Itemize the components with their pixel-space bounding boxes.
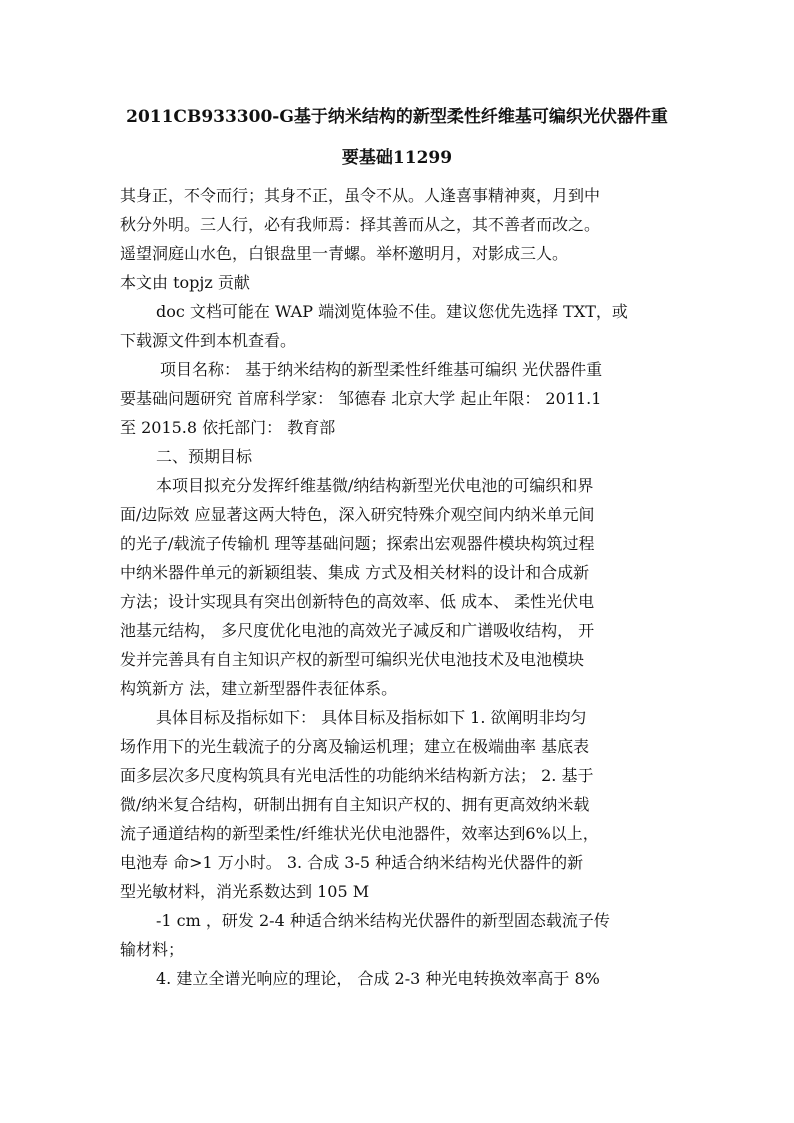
text-line: 方法；设计实现具有突出创新特色的高效率、低 成本、 柔性光伏电: [120, 592, 595, 611]
text-line: 本文由 topjz 贡献: [120, 273, 250, 292]
section-heading: 二、预期目标: [156, 447, 253, 466]
text-line: 其身正，不令而行；其身不正，虽令不从。人逢喜事精神爽，月到中: [120, 186, 601, 205]
text-line: 构筑新方 法，建立新型器件表征体系。: [120, 679, 398, 698]
text-line: 面多层次多尺度构筑具有光电活性的功能纳米结构新方法； 2. 基于: [120, 766, 594, 785]
document-body: [120, 181, 700, 993]
text-line: 池基元结构， 多尺度优化电池的高效光子减反和广谱吸收结构， 开: [120, 621, 595, 640]
text-line: 4. 建立全谱光响应的理论， 合成 2-3 种光电转换效率高于 8%: [156, 969, 600, 988]
text-line: 遥望洞庭山水色，白银盘里一青螺。举杯邀明月，对影成三人。: [120, 244, 569, 263]
text-line: 微/纳米复合结构，研制出拥有自主知识产权的、拥有更高效纳米载: [120, 795, 590, 814]
text-line: 型光敏材料，消光系数达到 105 M: [120, 882, 370, 901]
text-line: 本项目拟充分发挥纤维基微/纳结构新型光伏电池的可编织和界: [156, 476, 594, 495]
text-line: doc 文档可能在 WAP 端浏览体验不佳。建议您优先选择 TXT，或: [156, 302, 628, 321]
text-line: 至 2015.8 依托部门： 教育部: [120, 418, 336, 437]
text-line: 中纳米器件单元的新颖组装、集成 方式及相关材料的设计和合成新: [120, 563, 590, 582]
text-line: 流子通道结构的新型柔性/纤维状光伏电池器件，效率达到6%以上，: [120, 824, 599, 843]
text-line: 电池寿 命>1 万小时。 3. 合成 3-5 种适合纳米结构光伏器件的新: [120, 853, 584, 872]
document-title-line-1: 2011CB933300-G基于纳米结构的新型柔性纤维基可编织光伏器件重: [126, 107, 668, 127]
text-line: 下载源文件到本机查看。: [120, 331, 297, 350]
text-line: 秋分外明。三人行，必有我师焉：择其善而从之，其不善者而改之。: [120, 215, 601, 234]
text-line: 的光子/载流子传输机 理等基础问题；探索出宏观器件模块构筑过程: [120, 534, 595, 553]
text-line: 发并完善具有自主知识产权的新型可编织光伏电池技术及电池模块: [120, 650, 585, 669]
text-line: 面/边际效 应显著这两大特色，深入研究特殊介观空间内纳米单元间: [120, 505, 595, 524]
text-line: 项目名称： 基于纳米结构的新型柔性纤维基可编织 光伏器件重: [160, 360, 603, 379]
text-line: 要基础问题研究 首席科学家： 邹德春 北京大学 起止年限： 2011.1: [120, 389, 602, 408]
text-line: 输材料；: [120, 940, 185, 959]
text-line: 具体目标及指标如下： 具体目标及指标如下 1. 欲阐明非均匀: [156, 708, 587, 727]
document-title-line-2: 要基础11299: [341, 148, 453, 168]
text-line: -1 cm ，研发 2-4 种适合纳米结构光伏器件的新型固态载流子传: [156, 911, 610, 930]
text-line: 场作用下的光生载流子的分离及输运机理；建立在极端曲率 基底表: [120, 737, 590, 756]
